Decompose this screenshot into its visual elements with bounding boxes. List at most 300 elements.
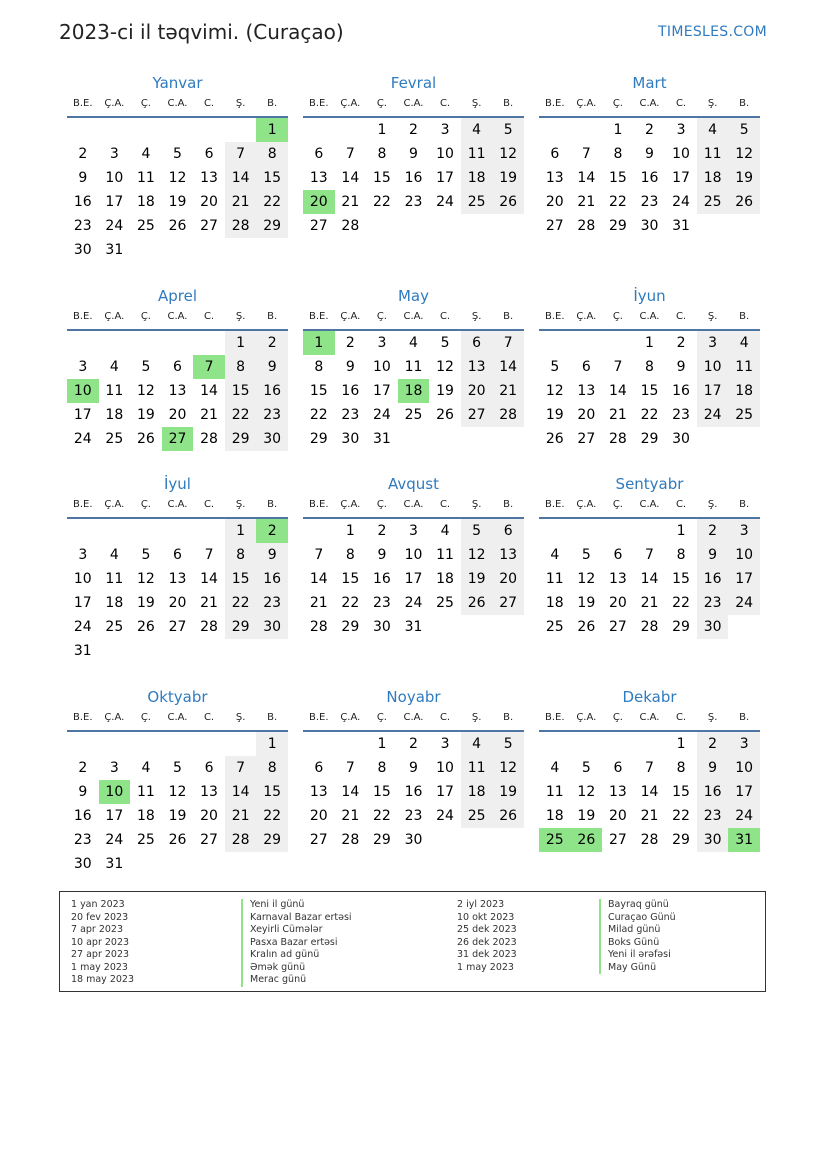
day-cell: 10: [735, 760, 754, 776]
weekday-label: C.A.: [167, 499, 188, 510]
day-cell: 3: [708, 335, 718, 351]
weekday-label: Ç.: [140, 311, 151, 322]
day-cell: 23: [404, 808, 423, 824]
day-cell: 21: [200, 595, 218, 611]
day-cell: 1: [676, 523, 686, 539]
day-cell: 13: [168, 383, 187, 399]
weekday-label: Ş.: [471, 712, 482, 723]
day-cell: 13: [200, 784, 218, 800]
day-cell: 11: [136, 784, 155, 800]
day-cell: 13: [499, 547, 518, 563]
day-cell: 8: [645, 359, 654, 375]
day-cell: 19: [467, 571, 486, 587]
day-cell: 17: [73, 407, 92, 423]
day-cell: 10: [735, 547, 754, 563]
day-cell: 22: [263, 194, 282, 210]
legend-dates-right: [457, 899, 517, 974]
day-cell: 13: [200, 170, 218, 186]
month-name: Yanvar: [152, 74, 203, 92]
weekday-label: C.A.: [639, 98, 660, 109]
day-cell: 20: [200, 194, 218, 210]
weekday-label: B.: [739, 98, 750, 109]
day-cell: 25: [703, 194, 722, 210]
day-cell: 11: [105, 571, 124, 587]
day-cell: 28: [341, 832, 360, 848]
weekday-header: [303, 712, 524, 732]
legend-holiday-date: 27 apr 2023: [71, 949, 130, 960]
day-cell: 9: [267, 547, 277, 563]
day-cell: 5: [440, 335, 450, 351]
day-cell: 30: [703, 832, 722, 848]
day-cell: 20: [499, 571, 518, 587]
day-cell: 18: [436, 571, 454, 587]
day-cell: 26: [168, 218, 187, 234]
day-cell: 15: [341, 571, 360, 587]
weekday-label: B.E.: [73, 499, 93, 510]
weekday-label: C.: [439, 311, 451, 322]
weekday-label: Ç.: [612, 98, 623, 109]
holiday-day-cell: 18: [398, 379, 430, 403]
day-cell: 21: [499, 383, 518, 399]
day-cell: 14: [231, 784, 250, 800]
legend-holiday-date: 31 dek 2023: [457, 949, 517, 960]
day-cell: 27: [608, 619, 627, 635]
day-cell: 15: [263, 784, 282, 800]
day-cell: 4: [141, 760, 151, 776]
day-cell: 23: [263, 595, 282, 611]
legend-holiday-name: Merac günü: [241, 974, 352, 987]
legend-holiday-date: 10 apr 2023: [71, 936, 130, 948]
day-cell: 16: [73, 808, 92, 824]
day-cell: 9: [676, 359, 686, 375]
day-cell: 3: [440, 122, 450, 138]
legend-holiday-name: Kralın ad günü: [241, 949, 352, 962]
legend-holiday-date: 1 may 2023: [457, 961, 514, 973]
weekday-label: B.: [503, 311, 514, 322]
day-cell: 30: [640, 218, 659, 234]
month-name: Sentyabr: [615, 475, 684, 493]
day-cell: 19: [499, 784, 518, 800]
weekday-label: C.: [439, 712, 451, 723]
weekday-label: B.E.: [309, 98, 329, 109]
day-cell: 4: [550, 547, 560, 563]
day-cell: 14: [640, 571, 659, 587]
day-cell: 13: [577, 383, 596, 399]
weekday-label: Ç.: [376, 499, 387, 510]
day-cell: 29: [263, 832, 282, 848]
day-cell: 4: [109, 359, 119, 375]
weekday-label: C.A.: [167, 712, 188, 723]
day-cell: 14: [309, 571, 328, 587]
weekday-label: B.E.: [309, 499, 329, 510]
day-cell: 21: [200, 407, 218, 423]
day-cell: 29: [341, 619, 360, 635]
weekday-label: Ç.: [376, 712, 387, 723]
weekday-label: Ç.: [612, 712, 623, 723]
month-name: Oktyabr: [147, 688, 208, 706]
header-rule: [67, 116, 288, 118]
day-cell: 26: [136, 431, 155, 447]
day-cell: 17: [404, 571, 423, 587]
day-cell: 2: [377, 523, 387, 539]
day-cell: 4: [109, 547, 119, 563]
weekday-label: B.E.: [545, 98, 565, 109]
day-cell: 27: [499, 595, 518, 611]
weekday-label: Ş.: [471, 98, 482, 109]
day-cell: 19: [545, 407, 564, 423]
weekday-label: B.E.: [73, 311, 93, 322]
weekday-label: Ç.A.: [340, 499, 361, 510]
weekday-label: Ş.: [471, 311, 482, 322]
day-cell: 12: [577, 784, 596, 800]
day-cell: 5: [550, 359, 560, 375]
weekday-label: B.: [739, 712, 750, 723]
day-cell: 10: [436, 146, 454, 162]
day-cell: 7: [613, 359, 623, 375]
day-cell: 23: [703, 595, 722, 611]
day-cell: 2: [78, 146, 88, 162]
holiday-day-cell: 1: [303, 331, 335, 355]
day-cell: 20: [608, 595, 627, 611]
weekday-label: Ş.: [707, 499, 718, 510]
month-name: Mart: [632, 74, 667, 92]
legend-holiday-name: May Günü: [599, 962, 676, 975]
weekday-label: B.: [267, 311, 278, 322]
day-cell: 27: [309, 218, 328, 234]
weekday-label: C.A.: [639, 499, 660, 510]
day-cell: 5: [503, 122, 513, 138]
day-cell: 6: [503, 523, 513, 539]
weekday-label: B.: [267, 712, 278, 723]
day-cell: 22: [231, 595, 250, 611]
day-cell: 28: [231, 832, 250, 848]
day-cell: 21: [341, 808, 360, 824]
day-cell: 14: [577, 170, 596, 186]
day-cell: 20: [168, 407, 187, 423]
day-cell: 6: [204, 760, 214, 776]
legend-holiday-date: 1 may 2023: [71, 961, 128, 973]
day-cell: 8: [345, 547, 355, 563]
day-cell: 21: [640, 808, 659, 824]
legend-names-left: [241, 899, 352, 987]
day-cell: 6: [173, 359, 182, 375]
day-cell: 2: [409, 736, 418, 752]
day-cell: 13: [467, 359, 486, 375]
day-cell: 7: [236, 146, 246, 162]
weekday-label: B.: [267, 499, 278, 510]
day-cell: 17: [735, 784, 754, 800]
weekday-label: B.: [739, 311, 750, 322]
day-cell: 5: [581, 547, 591, 563]
day-cell: 21: [640, 595, 659, 611]
legend-holiday-date: 10 okt 2023: [457, 911, 515, 923]
day-cell: 22: [640, 407, 659, 423]
day-cell: 20: [200, 808, 218, 824]
weekday-label: Ş.: [707, 712, 718, 723]
legend-holiday-name: Pasxa Bazar ertəsi: [241, 937, 352, 950]
weekday-label: B.E.: [545, 712, 565, 723]
day-cell: 31: [105, 242, 124, 258]
legend-holiday-date: 26 dek 2023: [457, 936, 517, 948]
legend-holiday-name: Əmək günü: [241, 962, 352, 975]
weekday-header: [303, 499, 524, 519]
holiday-day-cell: 25: [539, 828, 571, 852]
weekday-label: Ç.A.: [340, 712, 361, 723]
day-cell: 28: [231, 218, 250, 234]
weekday-label: Ç.: [376, 311, 387, 322]
weekday-label: B.: [267, 98, 278, 109]
legend-holiday-name: Curaçao Günü: [599, 912, 676, 925]
day-cell: 11: [467, 760, 486, 776]
day-cell: 11: [735, 359, 754, 375]
day-cell: 2: [708, 736, 718, 752]
month-name: Fevral: [390, 74, 437, 92]
weekday-label: Ç.: [376, 98, 387, 109]
day-cell: 18: [136, 194, 155, 210]
day-cell: 8: [613, 146, 623, 162]
month-name: İyun: [633, 287, 666, 305]
day-cell: 21: [608, 407, 627, 423]
day-cell: 20: [309, 808, 328, 824]
day-cell: 24: [372, 407, 391, 423]
day-cell: 22: [263, 808, 282, 824]
day-cell: 17: [436, 784, 454, 800]
day-cell: 5: [173, 760, 182, 776]
day-cell: 17: [436, 170, 454, 186]
holiday-day-cell: 1: [256, 118, 288, 142]
day-cell: 8: [267, 146, 277, 162]
day-cell: 26: [577, 619, 596, 635]
day-cell: 14: [640, 784, 659, 800]
day-cell: 13: [168, 571, 187, 587]
day-cell: 19: [735, 170, 754, 186]
weekday-label: Ç.: [612, 499, 623, 510]
day-cell: 16: [73, 194, 92, 210]
weekday-header: [539, 712, 760, 732]
weekday-header: [303, 98, 524, 118]
weekday-label: C.A.: [403, 311, 424, 322]
day-cell: 23: [372, 595, 391, 611]
day-cell: 24: [436, 194, 454, 210]
weekday-label: Ç.: [140, 499, 151, 510]
weekday-label: C.A.: [167, 311, 188, 322]
day-cell: 22: [309, 407, 328, 423]
day-cell: 30: [73, 856, 92, 872]
day-cell: 9: [377, 547, 387, 563]
weekday-label: B.E.: [73, 98, 93, 109]
holiday-day-cell: 31: [728, 828, 760, 852]
weekday-header: [67, 712, 288, 732]
day-cell: 1: [267, 736, 277, 752]
day-cell: 23: [404, 194, 423, 210]
day-cell: 1: [676, 736, 686, 752]
day-cell: 5: [141, 547, 151, 563]
day-cell: 7: [645, 547, 654, 563]
day-cell: 26: [467, 595, 486, 611]
day-cell: 28: [200, 619, 218, 635]
day-cell: 18: [136, 808, 155, 824]
day-cell: 24: [703, 407, 722, 423]
day-cell: 5: [173, 146, 182, 162]
day-cell: 9: [409, 146, 418, 162]
day-cell: 2: [345, 335, 355, 351]
day-cell: 12: [136, 571, 155, 587]
day-cell: 4: [550, 760, 560, 776]
day-cell: 20: [608, 808, 627, 824]
legend-holiday-date: 1 yan 2023: [71, 899, 125, 910]
day-cell: 4: [472, 736, 482, 752]
day-cell: 23: [640, 194, 659, 210]
day-cell: 12: [467, 547, 486, 563]
day-cell: 21: [341, 194, 360, 210]
day-cell: 16: [263, 571, 282, 587]
day-cell: 25: [136, 832, 155, 848]
day-cell: 29: [608, 218, 627, 234]
day-cell: 17: [672, 170, 690, 186]
day-cell: 19: [136, 595, 155, 611]
day-cell: 8: [377, 760, 387, 776]
day-cell: 21: [231, 808, 250, 824]
day-cell: 6: [550, 146, 560, 162]
day-cell: 15: [640, 383, 659, 399]
weekday-label: C.: [203, 98, 215, 109]
day-cell: 25: [735, 407, 754, 423]
holiday-day-cell: 7: [193, 355, 225, 379]
day-cell: 18: [105, 595, 124, 611]
day-cell: 30: [404, 832, 423, 848]
weekday-label: Ç.: [612, 311, 623, 322]
day-cell: 22: [608, 194, 627, 210]
day-cell: 9: [645, 146, 654, 162]
day-cell: 14: [341, 784, 360, 800]
day-cell: 8: [377, 146, 387, 162]
day-cell: 3: [78, 547, 88, 563]
weekday-label: Ç.A.: [576, 499, 597, 510]
brand-link[interactable]: TIMESLES.COM: [658, 24, 767, 40]
day-cell: 13: [608, 784, 627, 800]
legend-holiday-date: 7 apr 2023: [71, 924, 124, 935]
month-name: İyul: [164, 475, 191, 493]
legend-holiday-name: Milad günü: [599, 924, 676, 937]
day-cell: 2: [676, 335, 686, 351]
day-cell: 12: [436, 359, 454, 375]
weekday-label: B.: [503, 712, 514, 723]
weekday-header: [67, 499, 288, 519]
day-cell: 11: [545, 571, 564, 587]
day-cell: 28: [640, 619, 659, 635]
day-cell: 12: [499, 760, 518, 776]
day-cell: 31: [672, 218, 690, 234]
day-cell: 5: [503, 736, 513, 752]
day-cell: 29: [672, 619, 690, 635]
day-cell: 29: [231, 431, 250, 447]
day-cell: 20: [545, 194, 564, 210]
day-cell: 28: [200, 431, 218, 447]
day-cell: 30: [341, 431, 360, 447]
day-cell: 7: [204, 547, 214, 563]
legend-holiday-date: 25 dek 2023: [457, 924, 517, 935]
day-cell: 8: [236, 359, 246, 375]
day-cell: 29: [263, 218, 282, 234]
day-cell: 25: [545, 619, 564, 635]
day-cell: 26: [136, 619, 155, 635]
day-cell: 1: [377, 736, 387, 752]
day-cell: 26: [168, 832, 187, 848]
day-cell: 6: [581, 359, 591, 375]
day-cell: 13: [309, 170, 328, 186]
day-cell: 16: [263, 383, 282, 399]
day-cell: 22: [341, 595, 360, 611]
day-cell: 31: [404, 619, 423, 635]
legend-holiday-name: Xeyirli Cümələr: [241, 924, 352, 937]
weekday-label: C.: [439, 98, 451, 109]
weekday-label: Ş.: [235, 712, 246, 723]
weekday-label: Ş.: [235, 98, 246, 109]
day-cell: 11: [467, 146, 486, 162]
legend-holiday-name: Boks Günü: [599, 937, 676, 950]
day-cell: 7: [236, 760, 246, 776]
day-cell: 7: [314, 547, 324, 563]
day-cell: 7: [503, 335, 513, 351]
day-cell: 11: [136, 170, 155, 186]
day-cell: 16: [372, 571, 391, 587]
weekday-label: Ş.: [235, 311, 246, 322]
weekday-label: C.A.: [403, 98, 424, 109]
day-cell: 15: [263, 170, 282, 186]
weekday-label: Ç.A.: [576, 712, 597, 723]
day-cell: 10: [703, 359, 722, 375]
day-cell: 2: [78, 760, 88, 776]
weekday-label: Ş.: [707, 98, 718, 109]
weekday-label: B.: [503, 499, 514, 510]
weekday-label: Ç.A.: [104, 712, 125, 723]
day-cell: 26: [436, 407, 454, 423]
day-cell: 24: [73, 619, 92, 635]
day-cell: 10: [73, 571, 92, 587]
weekday-label: C.: [203, 311, 215, 322]
weekday-label: B.E.: [545, 311, 565, 322]
day-cell: 26: [735, 194, 754, 210]
day-cell: 1: [236, 523, 246, 539]
day-cell: 17: [372, 383, 391, 399]
day-cell: 30: [372, 619, 391, 635]
weekday-label: C.: [439, 499, 451, 510]
day-cell: 11: [436, 547, 454, 563]
day-cell: 4: [472, 122, 482, 138]
day-cell: 3: [109, 146, 119, 162]
day-cell: 5: [739, 122, 749, 138]
legend-holiday-name: Karnaval Bazar ertəsi: [241, 912, 352, 925]
day-cell: 19: [577, 595, 596, 611]
day-cell: 24: [105, 218, 124, 234]
holiday-day-cell: 2: [256, 519, 288, 543]
day-cell: 5: [581, 760, 591, 776]
month-name: Noyabr: [386, 688, 441, 706]
day-cell: 6: [613, 760, 623, 776]
day-cell: 26: [499, 194, 518, 210]
day-cell: 11: [545, 784, 564, 800]
day-cell: 14: [341, 170, 360, 186]
day-cell: 10: [105, 170, 124, 186]
day-cell: 13: [545, 170, 564, 186]
day-cell: 18: [703, 170, 722, 186]
day-cell: 28: [499, 407, 518, 423]
weekday-header: [67, 98, 288, 118]
day-cell: 18: [105, 407, 124, 423]
day-cell: 24: [735, 808, 754, 824]
day-cell: 16: [703, 784, 722, 800]
day-cell: 9: [409, 760, 418, 776]
